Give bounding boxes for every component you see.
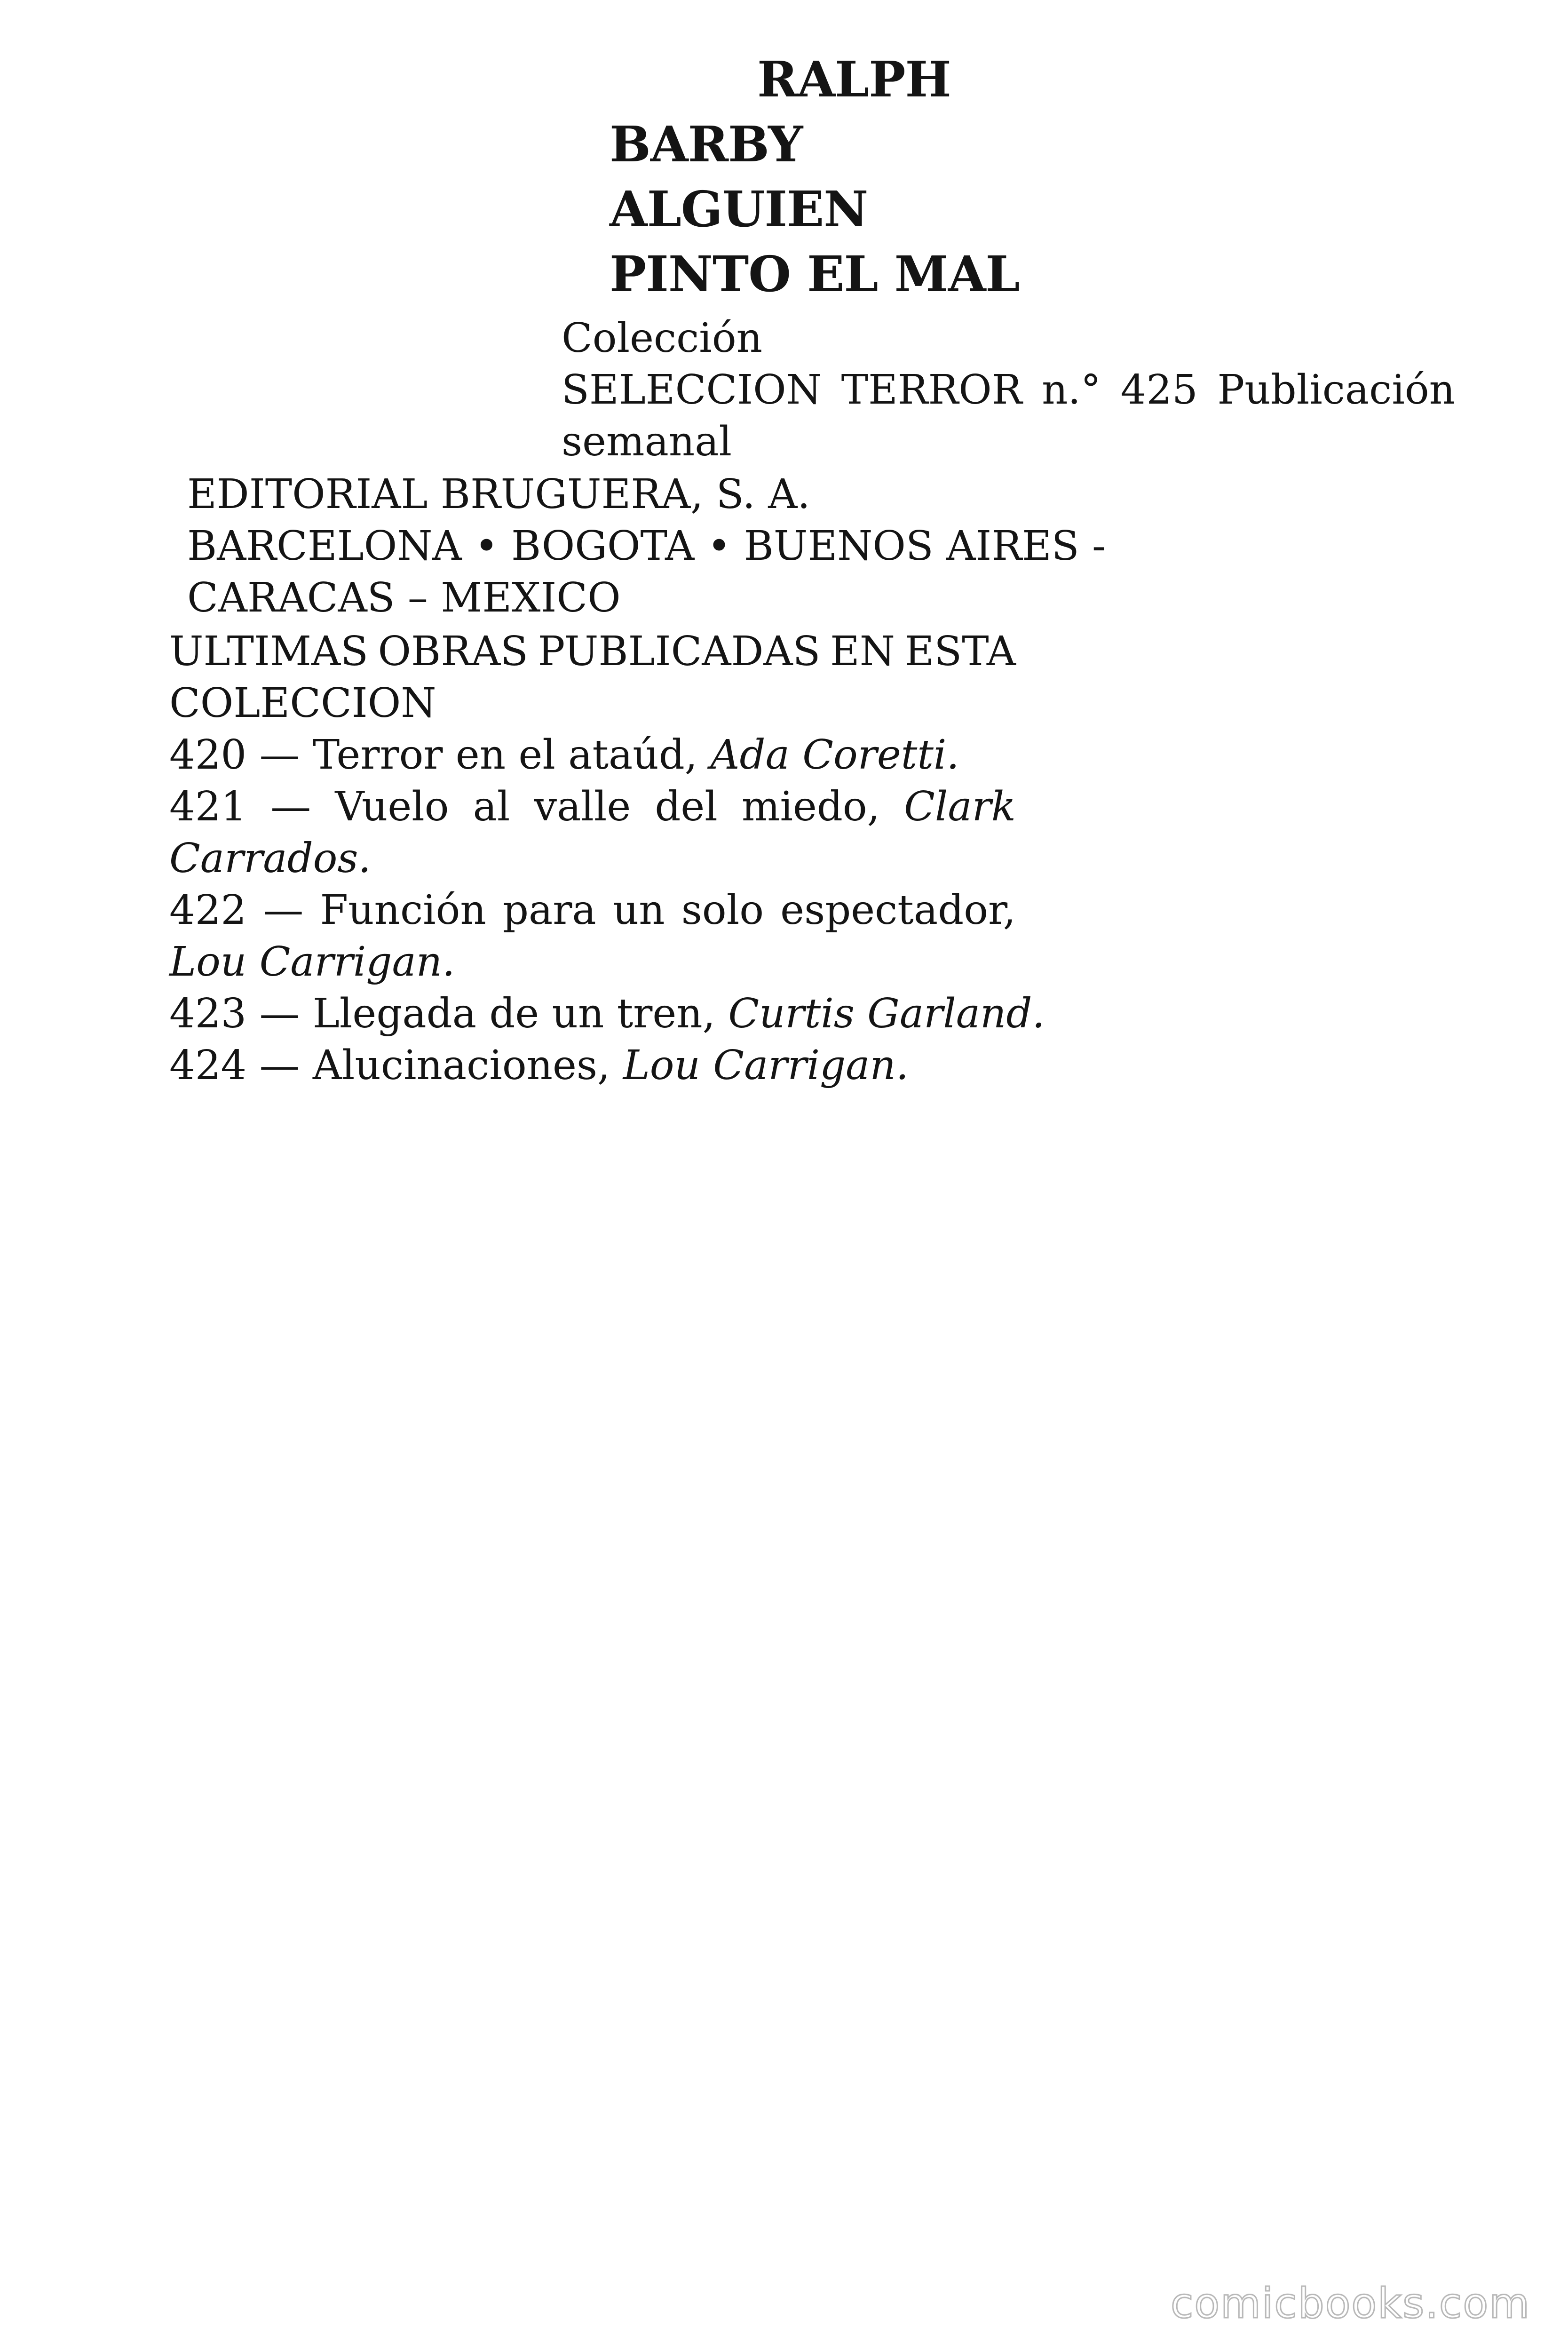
list-item	[169, 988, 1045, 1040]
latest-works-heading-2: COLECCION	[169, 680, 436, 727]
collection-word: 425	[1120, 366, 1198, 413]
list-item	[169, 729, 1016, 781]
heading-word: EN	[830, 628, 895, 675]
author-last-name: BARBY	[610, 115, 803, 173]
heading-word: ESTA	[904, 628, 1016, 675]
heading-word: OBRAS	[378, 628, 528, 675]
work-word: espectador,	[780, 887, 1016, 934]
publisher-info	[187, 469, 1106, 624]
work-word: 422	[169, 887, 247, 934]
latest-works-list	[169, 626, 1045, 1091]
work-author: Ada Coretti.	[710, 731, 959, 779]
work-author: Curtis Garland.	[728, 990, 1045, 1037]
work-word: 421	[169, 783, 247, 830]
work-word: al	[473, 783, 510, 830]
work-author: Lou Carrigan.	[169, 938, 455, 985]
title-block	[610, 47, 1033, 307]
publisher-name: EDITORIAL BRUGUERA, S. A.	[187, 471, 810, 518]
latest-works-heading	[169, 626, 1016, 677]
collection-word: n.°	[1042, 366, 1101, 413]
list-item	[169, 781, 1016, 833]
publisher-cities-2: CARACAS – MEXICO	[187, 574, 621, 621]
work-word: —	[270, 783, 311, 830]
work-word: miedo,	[741, 783, 880, 830]
work-word: solo	[681, 887, 764, 934]
watermark: comicbooks.com	[1170, 2279, 1530, 2328]
publisher-cities-1: BARCELONA • BOGOTA • BUENOS AIRES -	[187, 523, 1106, 570]
work-title: 424 — Alucinaciones,	[169, 1042, 623, 1089]
work-author: Lou Carrigan.	[623, 1042, 909, 1089]
work-title: 423 — Llegada de un tren,	[169, 990, 729, 1037]
collection-frequency: semanal	[562, 418, 732, 465]
work-word: Vuelo	[335, 783, 449, 830]
heading-word: PUBLICADAS	[538, 628, 821, 675]
author-first-name: RALPH	[757, 50, 951, 108]
work-word: para	[502, 887, 596, 934]
work-word: un	[612, 887, 665, 934]
collection-info	[562, 312, 1455, 468]
collection-word: TERROR	[841, 366, 1022, 413]
collection-word: Publicación	[1217, 366, 1455, 413]
work-title: 420 — Terror en el ataúd,	[169, 731, 711, 779]
list-item	[169, 1040, 1016, 1091]
collection-word: SELECCION	[562, 366, 822, 413]
work-author: Clark	[904, 783, 1016, 830]
work-author-continued: Carrados.	[169, 835, 371, 882]
work-word: —	[263, 887, 304, 934]
heading-word: ULTIMAS	[169, 628, 368, 675]
collection-label: Colección	[562, 315, 762, 362]
work-word: Función	[320, 887, 486, 934]
collection-series-line	[562, 364, 1455, 416]
book-title-line-2: PINTO EL MAL	[610, 245, 1020, 303]
book-title-line-1: ALGUIEN	[610, 180, 868, 238]
list-item	[169, 884, 1016, 936]
work-word: del	[655, 783, 718, 830]
work-word: valle	[534, 783, 631, 830]
